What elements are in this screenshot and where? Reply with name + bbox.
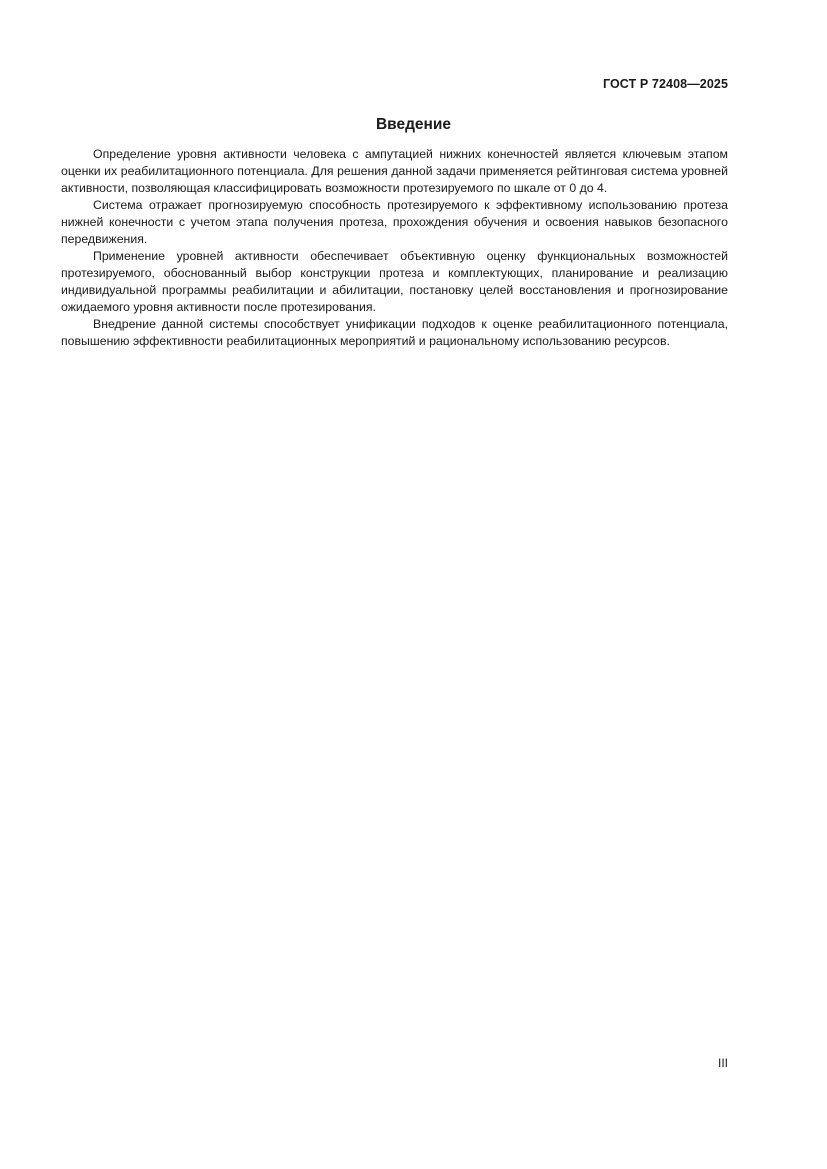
paragraph: Внедрение данной системы способствует унификации подходов к оценке реабилитационного потенциала, повышению эффективности реабилитационных мероприятий и рациональному использованию ресурсов. xyxy=(61,317,728,348)
paragraph: Определение уровня активности человека с ампутацией нижних конечностей является ключевым этапом оценки их реабилитационного потенциала. Для решения данной задачи применяется рейтинговая система уровней активности, позволяющая классифицировать возможности протезируемого по шкале от 0 до 4. xyxy=(61,147,728,195)
page-number: III xyxy=(717,1056,728,1070)
section-title: Введение xyxy=(375,116,452,133)
document-code: ГОСТ Р 72408—2025 xyxy=(602,77,728,91)
paragraph: Применение уровней активности обеспечивает объективную оценку функциональных возможностей протезируемого, обоснованный выбор конструкции протеза и комплектующих, планирование и реализацию индивидуальной программы реабилитации и абилитации, постановку целей восстановления и прогнозирование ожидаемого уровня активности после протезирования. xyxy=(61,249,728,314)
body-text xyxy=(61,146,728,350)
paragraph: Система отражает прогнозируемую способность протезируемого к эффективному использованию протеза нижней конечности с учетом этапа получения протеза, прохождения обучения и освоения навыков безопасного передвижения. xyxy=(61,198,728,246)
